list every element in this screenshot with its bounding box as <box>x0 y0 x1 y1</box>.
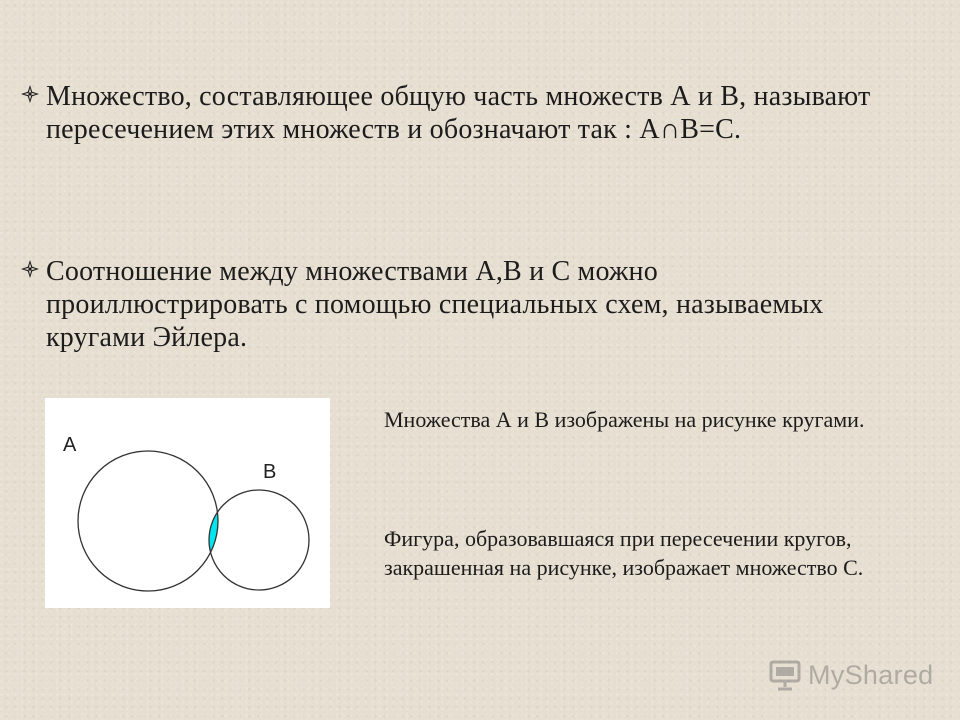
euler-diagram-svg <box>45 398 330 608</box>
diamond-bullet-icon <box>20 84 40 104</box>
caption-sets-as-circles: Множества А и В изображены на рисунке кругами. <box>384 407 865 432</box>
diamond-bullet-icon <box>20 259 40 279</box>
euler-diagram <box>45 398 330 608</box>
watermark-logo <box>768 655 933 695</box>
bullet-item-euler-circles <box>20 255 900 354</box>
presentation-board-icon <box>768 658 802 692</box>
circle-b <box>209 490 309 590</box>
bullet-text: Соотношение между множествами А,В и С можно проиллюстрировать с помощью специальных схем, называемых кругами Эйлера. <box>46 256 824 353</box>
watermark-text: MyShared <box>808 659 934 690</box>
label-b: B <box>263 461 277 483</box>
label-a: A <box>63 434 77 456</box>
circle-a <box>78 451 218 591</box>
bullet-text: Множество, составляющее общую часть множеств А и В, называют пересечением этих множеств и обозначают так : А∩В=С. <box>46 81 871 145</box>
caption-intersection-figure: Фигура, образовавшаяся при пересечении кругов, закрашенная на рисунке, изображает множество С. <box>384 526 864 580</box>
bullet-item-intersection-definition <box>20 80 900 146</box>
